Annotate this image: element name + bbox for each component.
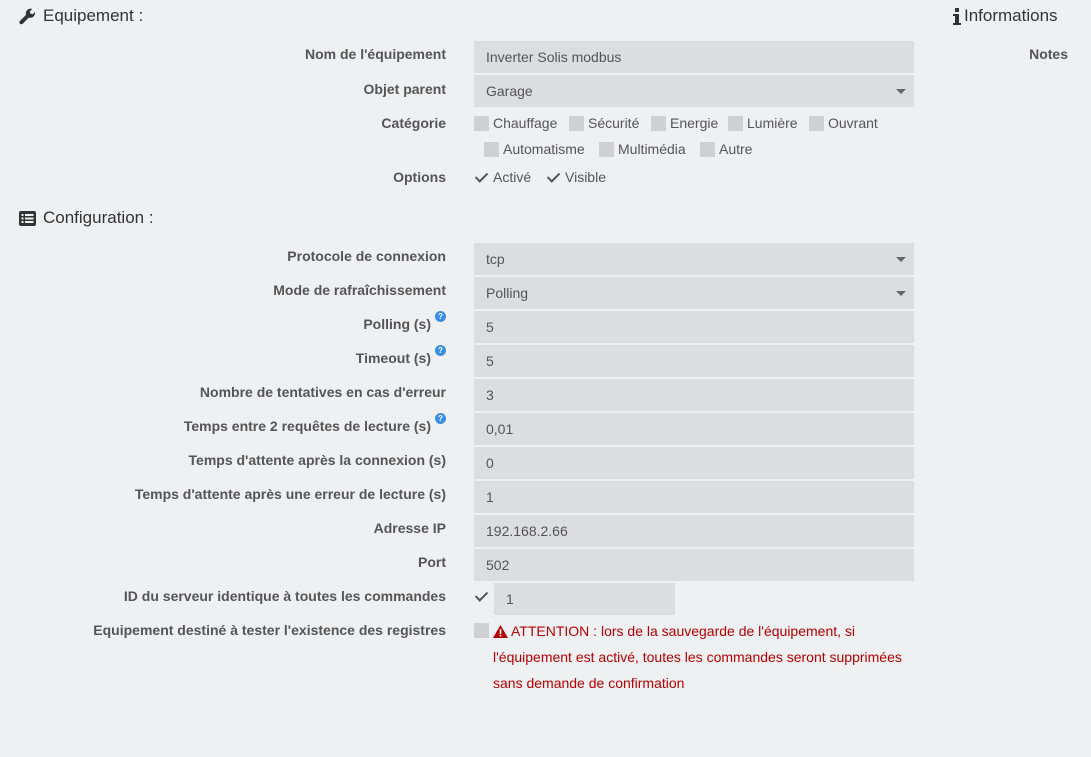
read-delay-input[interactable]: 0,01 bbox=[474, 413, 914, 445]
server-id-input[interactable]: 1 bbox=[494, 583, 675, 615]
equipment-title: Equipement : bbox=[43, 6, 144, 25]
equipment-name-label: Nom de l'équipement bbox=[304, 46, 446, 62]
polling-input[interactable]: 5 bbox=[474, 311, 914, 343]
info-icon bbox=[953, 8, 961, 25]
server-id-label: ID du serveur identique à toutes les commandes bbox=[123, 588, 446, 604]
test-registers-label: Equipement destiné à tester l'existence des registres bbox=[93, 622, 446, 638]
parent-object-label: Objet parent bbox=[363, 81, 446, 97]
ip-address-input[interactable]: 192.168.2.66 bbox=[474, 515, 914, 547]
checkbox[interactable] bbox=[474, 170, 489, 185]
checkbox[interactable] bbox=[546, 170, 561, 185]
option-visible[interactable]: Visible bbox=[546, 169, 606, 185]
protocol-label: Protocole de connexion bbox=[287, 248, 446, 264]
configuration-title: Configuration : bbox=[43, 208, 154, 227]
warning-icon bbox=[493, 625, 508, 638]
warning-text: ATTENTION : lors de la sauvegarde de l'équipement, si l'équipement est activé, toutes les commandes seront supprimées sans demande de confirmation bbox=[493, 623, 902, 691]
port-input[interactable]: 502 bbox=[474, 549, 914, 581]
retries-label: Nombre de tentatives en cas d'erreur bbox=[199, 384, 446, 400]
error-wait-input[interactable]: 1 bbox=[474, 481, 914, 513]
test-registers-checkbox[interactable] bbox=[474, 623, 489, 638]
options-label: Options bbox=[393, 169, 446, 185]
help-icon[interactable]: ? bbox=[435, 413, 446, 424]
checkbox[interactable] bbox=[599, 142, 614, 157]
checkbox[interactable] bbox=[651, 116, 666, 131]
category-chauffage[interactable]: Chauffage bbox=[474, 115, 557, 131]
category-label: Catégorie bbox=[381, 115, 446, 131]
category-ouvrant[interactable]: Ouvrant bbox=[809, 115, 878, 131]
notes-label: Notes bbox=[1029, 46, 1068, 62]
timeout-input[interactable]: 5 bbox=[474, 345, 914, 377]
checkbox[interactable] bbox=[484, 142, 499, 157]
retries-input[interactable]: 3 bbox=[474, 379, 914, 411]
checkbox[interactable] bbox=[474, 116, 489, 131]
list-icon bbox=[19, 211, 36, 226]
category-multimedia[interactable]: Multimédia bbox=[599, 141, 686, 157]
help-icon[interactable]: ? bbox=[435, 345, 446, 356]
protocol-select[interactable]: tcp bbox=[474, 243, 914, 275]
category-energie[interactable]: Energie bbox=[651, 115, 718, 131]
timeout-label: Timeout (s) ? bbox=[356, 350, 446, 366]
refresh-mode-select[interactable]: Polling bbox=[474, 277, 914, 309]
warning-message bbox=[493, 618, 923, 696]
read-delay-label: Temps entre 2 requêtes de lecture (s) ? bbox=[184, 418, 446, 434]
option-active[interactable]: Activé bbox=[474, 169, 531, 185]
category-automatisme[interactable]: Automatisme bbox=[484, 141, 585, 157]
refresh-mode-label: Mode de rafraîchissement bbox=[273, 282, 446, 298]
help-icon[interactable]: ? bbox=[435, 311, 446, 322]
configuration-section-title bbox=[19, 208, 154, 228]
connect-wait-label: Temps d'attente après la connexion (s) bbox=[188, 452, 446, 468]
error-wait-label: Temps d'attente après une erreur de lecture (s) bbox=[134, 486, 446, 502]
server-id-checkbox[interactable] bbox=[474, 589, 489, 604]
informations-title: Informations bbox=[964, 6, 1058, 25]
category-lumiere[interactable]: Lumière bbox=[728, 115, 798, 131]
informations-section-title bbox=[953, 6, 1058, 26]
equipment-name-input[interactable]: Inverter Solis modbus bbox=[474, 41, 914, 73]
checkbox[interactable] bbox=[809, 116, 824, 131]
wrench-icon bbox=[19, 8, 36, 25]
checkbox[interactable] bbox=[700, 142, 715, 157]
checkbox[interactable] bbox=[569, 116, 584, 131]
category-autre[interactable]: Autre bbox=[700, 141, 752, 157]
port-label: Port bbox=[418, 554, 446, 570]
connect-wait-input[interactable]: 0 bbox=[474, 447, 914, 479]
ip-address-label: Adresse IP bbox=[373, 520, 446, 536]
checkbox[interactable] bbox=[728, 116, 743, 131]
parent-object-select[interactable]: Garage bbox=[474, 75, 914, 107]
category-securite[interactable]: Sécurité bbox=[569, 115, 639, 131]
equipment-section-title bbox=[19, 6, 143, 26]
polling-label: Polling (s) ? bbox=[363, 316, 446, 332]
